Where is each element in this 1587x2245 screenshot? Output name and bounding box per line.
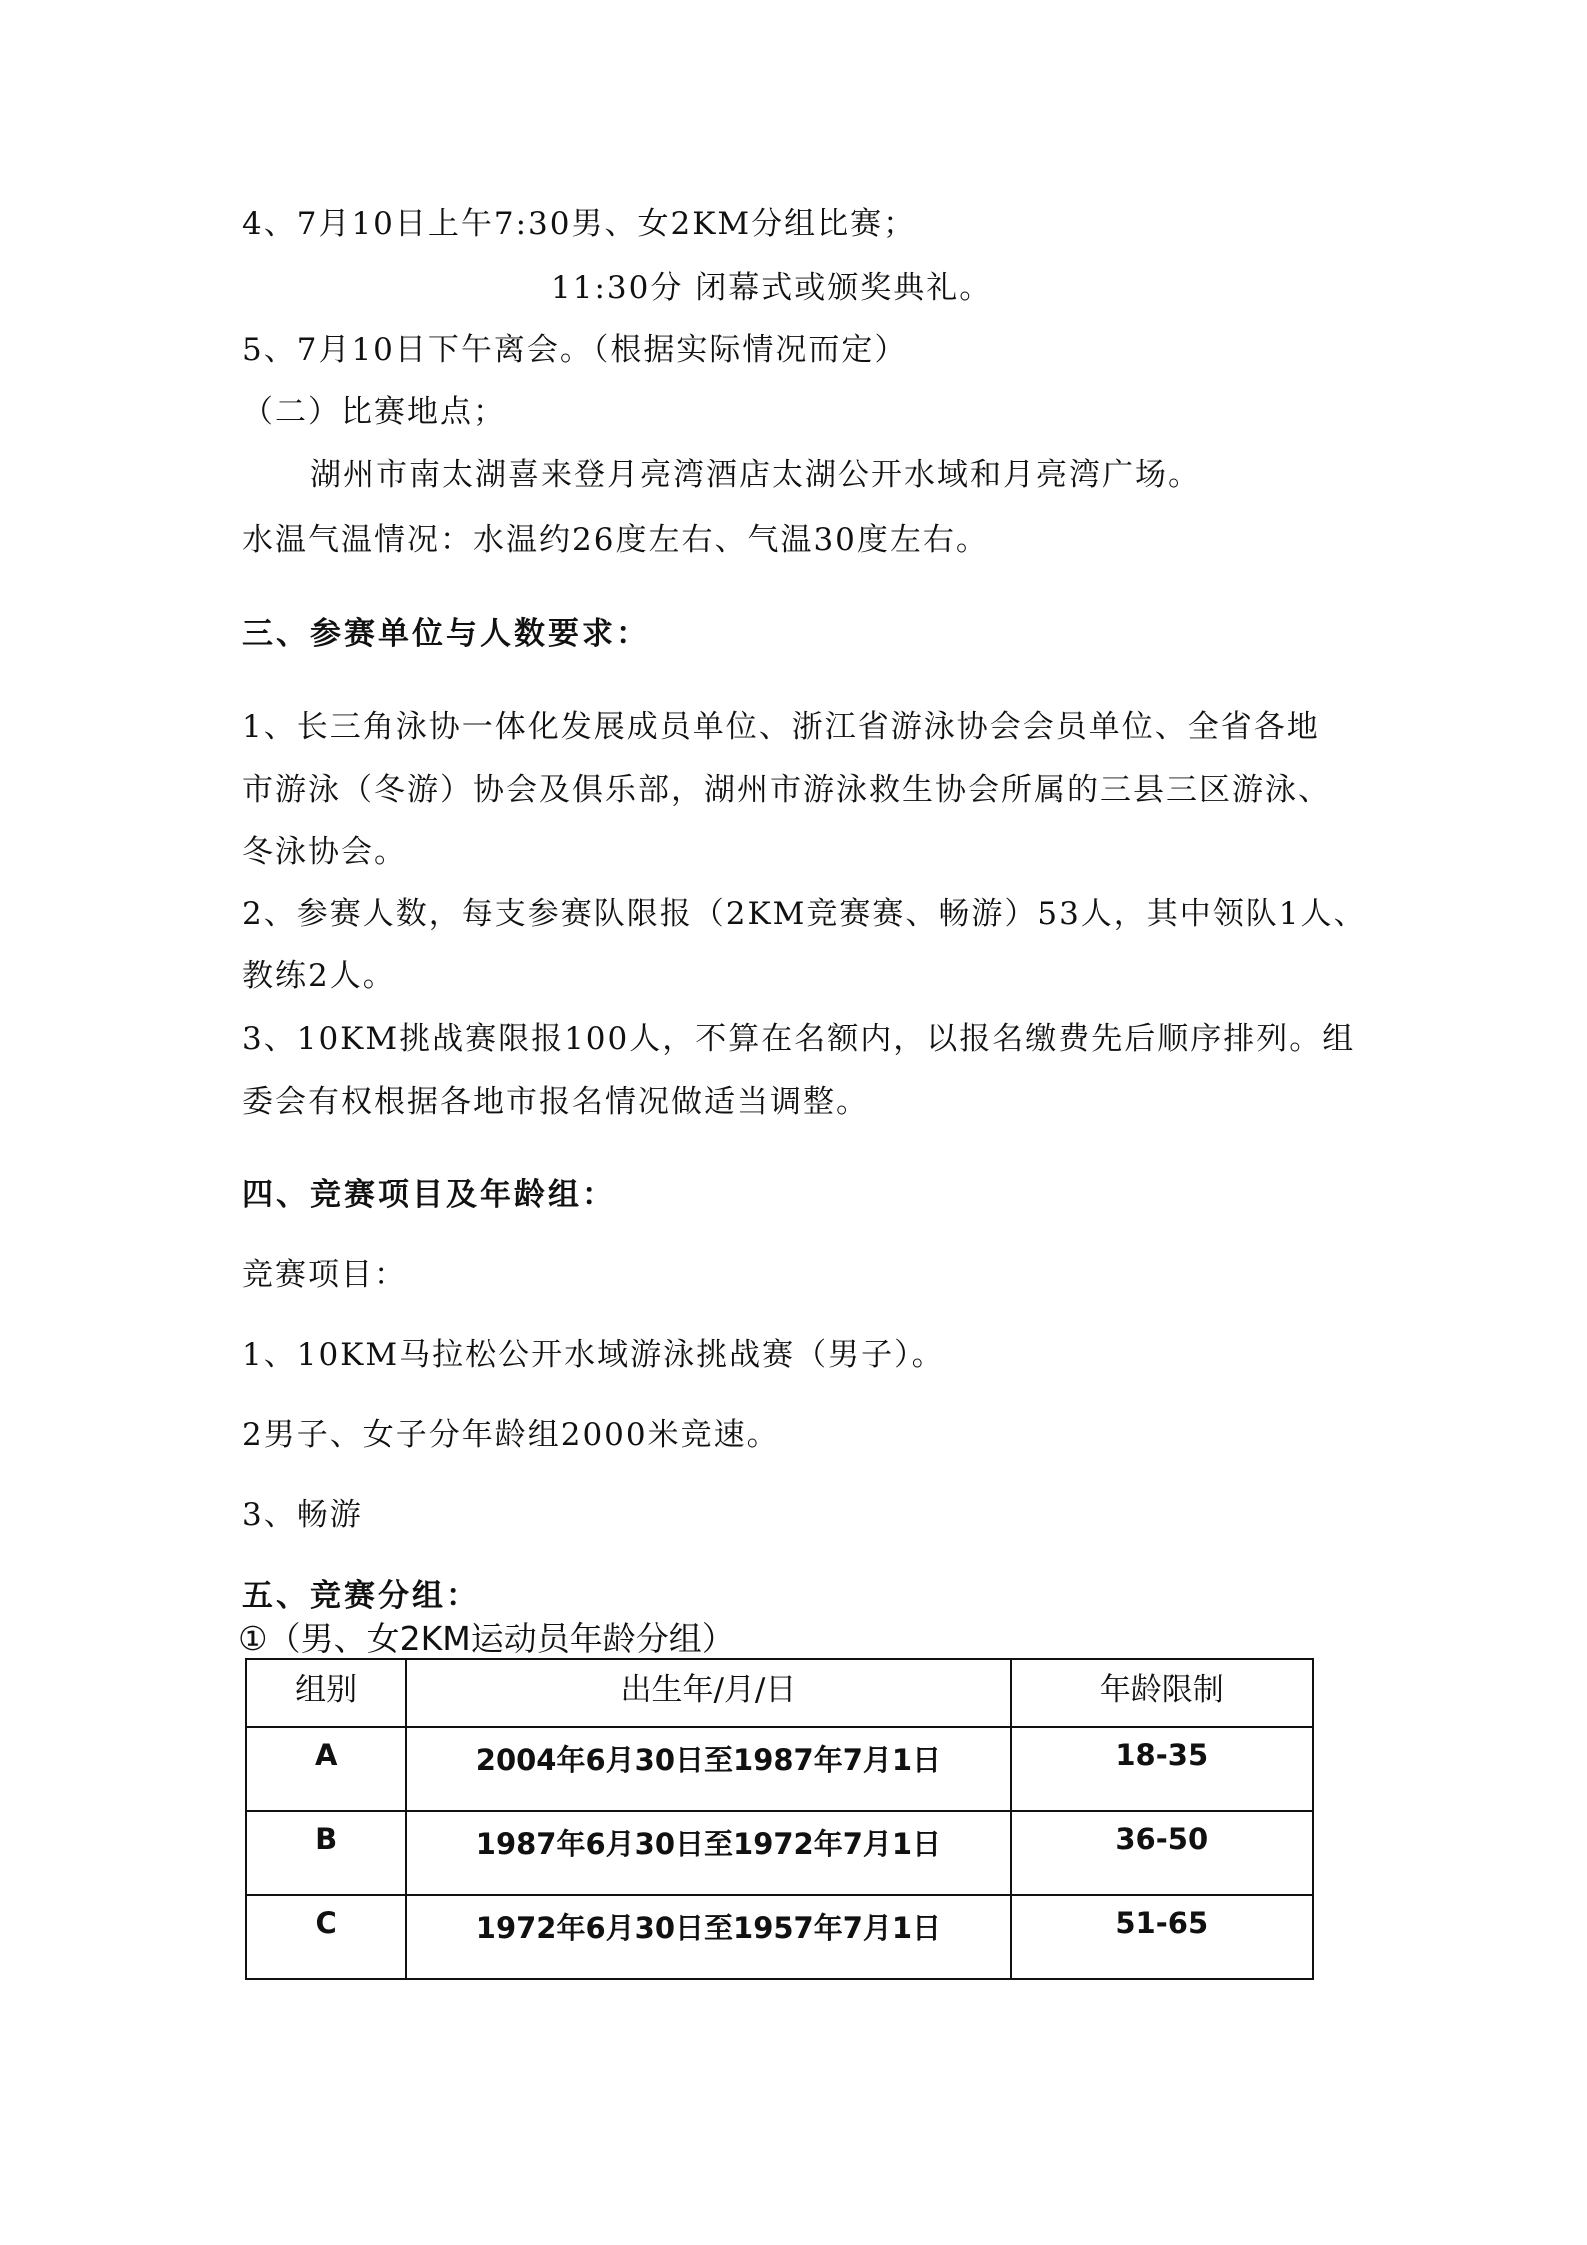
venue-label: （二）比赛地点； (242, 394, 506, 430)
age-limit-cell: 51-65 (1011, 1895, 1314, 1979)
age-limit-cell: 36-50 (1011, 1811, 1314, 1895)
group-cell: B (246, 1811, 406, 1895)
section-4-item-1: 1、10KM马拉松公开水域游泳挑战赛（男子）。 (242, 1337, 945, 1373)
section-3-p1-line-3: 冬泳协会。 (242, 834, 407, 870)
schedule-item-5: 5、7月10日下午离会。（根据实际情况而定） (242, 332, 908, 368)
group-cell: A (246, 1727, 406, 1811)
venue-location: 湖州市南太湖喜来登月亮湾酒店太湖公开水域和月亮湾广场。 (310, 457, 1201, 493)
weather-info: 水温气温情况：水温约26度左右、气温30度左右。 (242, 522, 989, 558)
table-row (246, 1895, 1313, 1979)
section-4-item-2: 2男子、女子分年龄组2000米竞速。 (242, 1417, 780, 1453)
birth-date-cell: 1987年6月30日至1972年7月1日 (406, 1811, 1010, 1895)
header-birth-date: 出生年/月/日 (406, 1659, 1010, 1727)
birth-date-cell: 2004年6月30日至1987年7月1日 (406, 1727, 1010, 1811)
header-group: 组别 (246, 1659, 406, 1727)
section-3-p2-line-1: 2、参赛人数，每支参赛队限报（2KM竞赛赛、畅游）53人，其中领队1人、 (242, 896, 1367, 932)
section-3-p1-line-1: 1、长三角泳协一体化发展成员单位、浙江省游泳协会会员单位、全省各地 (242, 709, 1320, 745)
schedule-item-4-line-2: 11:30分 闭幕式或颁奖典礼。 (551, 270, 993, 306)
table-row (246, 1811, 1313, 1895)
header-age-limit: 年龄限制 (1011, 1659, 1314, 1727)
section-3-p2-line-2: 教练2人。 (242, 958, 396, 994)
table-caption: ①（男、女2KM运动员年龄分组） (238, 1619, 735, 1658)
table-row (246, 1727, 1313, 1811)
schedule-item-4-line-1: 4、7月10日上午7:30男、女2KM分组比赛； (242, 206, 917, 242)
age-limit-cell: 18-35 (1011, 1727, 1314, 1811)
section-4-subtitle: 竞赛项目： (242, 1257, 407, 1293)
birth-date-cell: 1972年6月30日至1957年7月1日 (406, 1895, 1010, 1979)
group-cell: C (246, 1895, 406, 1979)
table-header-row (246, 1659, 1313, 1727)
section-3-p1-line-2: 市游泳（冬游）协会及俱乐部，湖州市游泳救生协会所属的三县三区游泳、 (242, 772, 1331, 808)
section-3-p3-line-1: 3、10KM挑战赛限报100人，不算在名额内，以报名缴费先后顺序排列。组 (242, 1021, 1356, 1057)
section-5-title: 五、竞赛分组： (242, 1578, 480, 1614)
section-4-title: 四、竞赛项目及年龄组： (242, 1177, 616, 1213)
age-group-table (245, 1658, 1314, 1980)
section-3-title: 三、参赛单位与人数要求： (242, 616, 650, 652)
section-4-item-3: 3、畅游 (242, 1497, 363, 1533)
section-3-p3-line-2: 委会有权根据各地市报名情况做适当调整。 (242, 1084, 869, 1120)
